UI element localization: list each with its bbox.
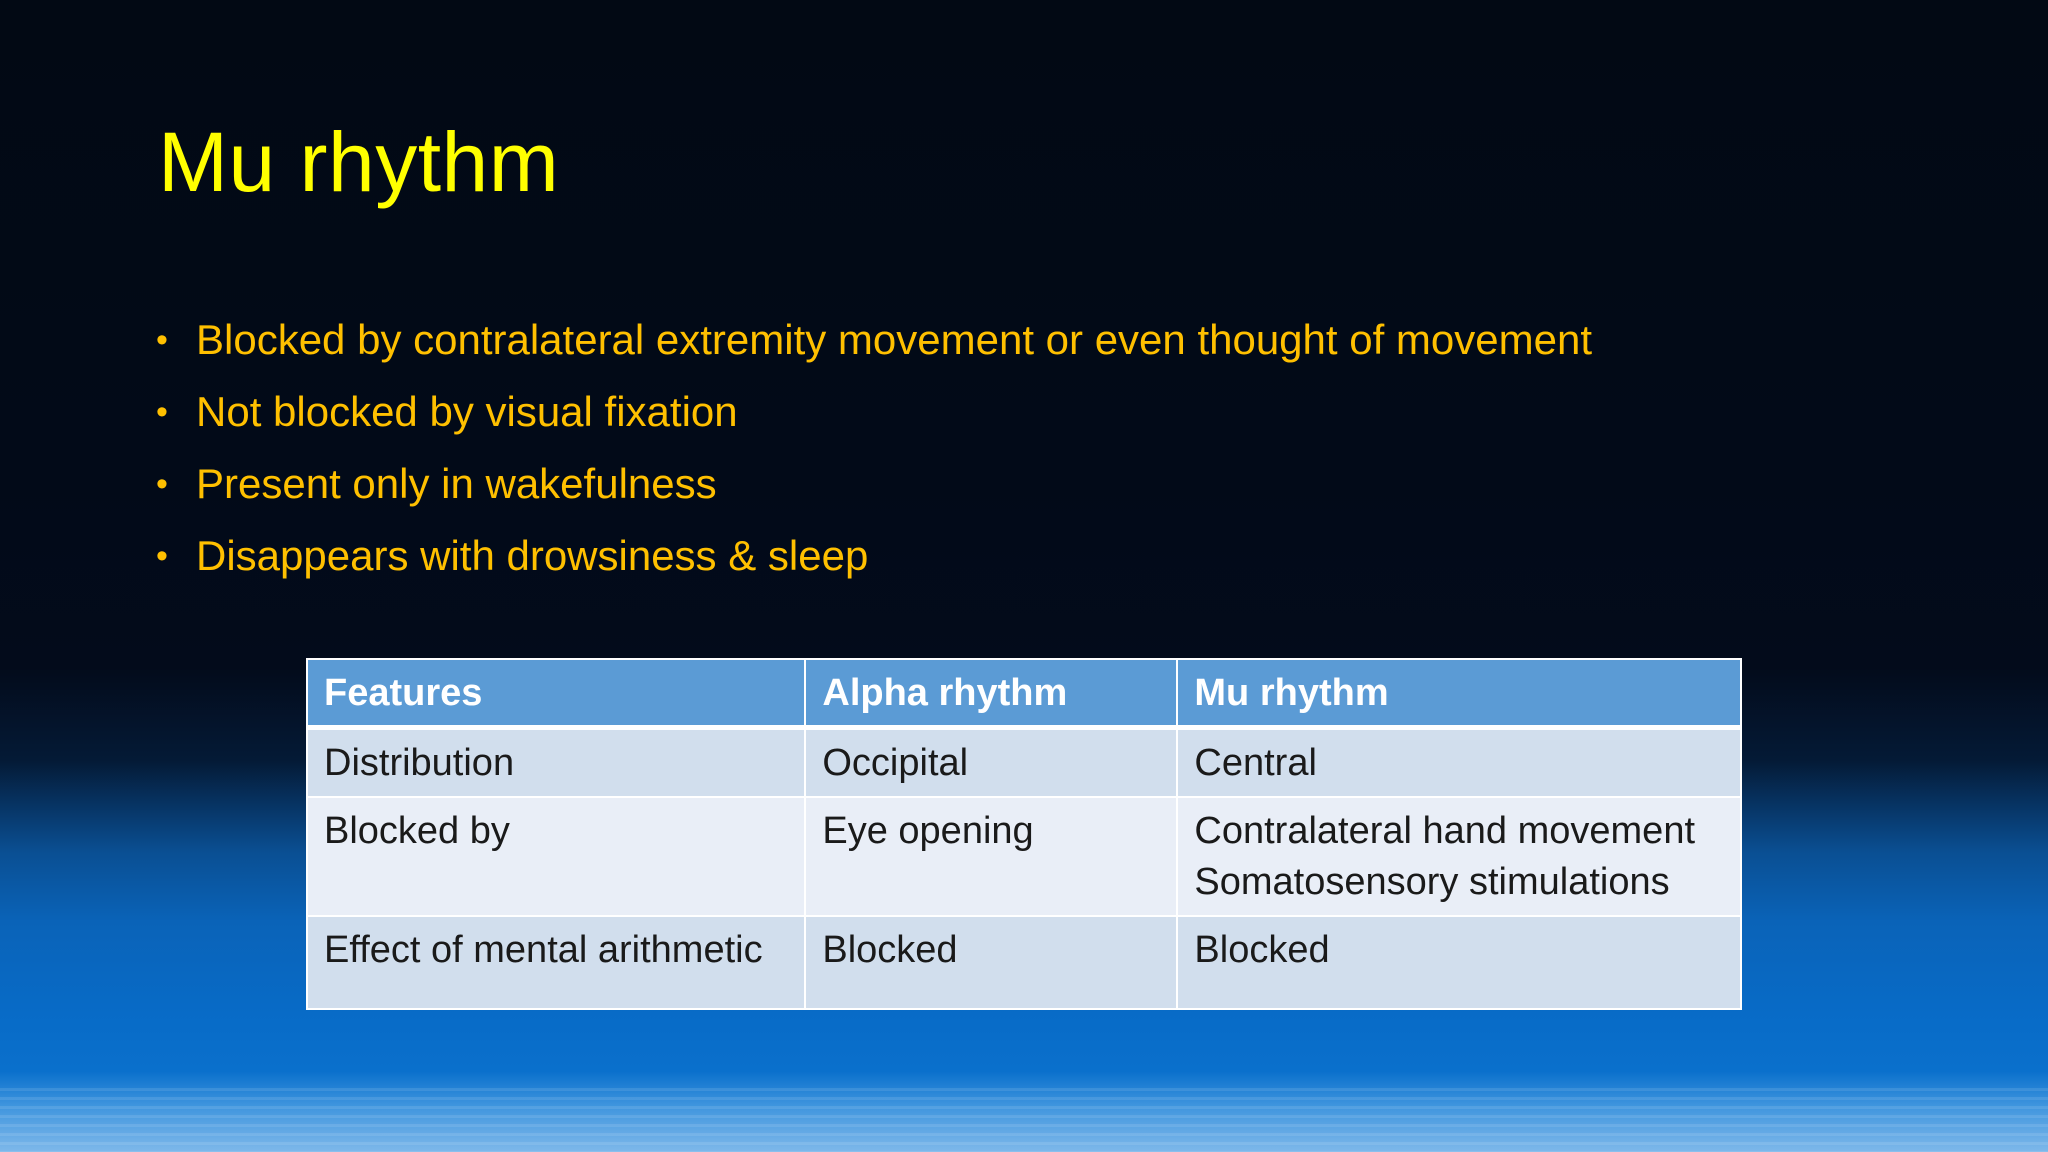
cell-mu-line: Contralateral hand movement: [1194, 810, 1696, 852]
bullet-text: Disappears with drowsiness & sleep: [196, 532, 869, 579]
cell-alpha: Eye opening: [805, 797, 1177, 916]
cell-mu: [1177, 728, 1741, 798]
table-row: [307, 916, 1741, 1009]
bullet-dot-icon: •: [156, 465, 168, 503]
table-header-row: [307, 659, 1741, 728]
bullet-list: [156, 304, 1592, 592]
cell-mu-line: Blocked: [1194, 929, 1330, 971]
cell-feature: Effect of mental arithmetic: [307, 916, 805, 1009]
bullet-item: [156, 520, 1592, 592]
comparison-table: [306, 658, 1742, 1010]
bullet-text: Not blocked by visual fixation: [196, 388, 738, 435]
cell-mu-line: Somatosensory stimulations: [1194, 861, 1670, 903]
header-alpha-rhythm: Alpha rhythm: [805, 659, 1177, 728]
background-bands: [0, 1082, 2048, 1152]
bullet-text: Blocked by contralateral extremity movement or even thought of movement: [196, 316, 1593, 363]
bullet-text: Present only in wakefulness: [196, 460, 717, 507]
slide-title: Mu rhythm: [158, 115, 560, 209]
bullet-dot-icon: •: [156, 321, 168, 359]
cell-alpha: Occipital: [805, 728, 1177, 798]
cell-feature: Distribution: [307, 728, 805, 798]
bullet-item: [156, 304, 1592, 376]
header-mu-rhythm: Mu rhythm: [1177, 659, 1741, 728]
bullet-item: [156, 376, 1592, 448]
cell-mu: [1177, 797, 1741, 916]
cell-alpha: Blocked: [805, 916, 1177, 1009]
table-row: [307, 728, 1741, 798]
table-row: [307, 797, 1741, 916]
bullet-dot-icon: •: [156, 537, 168, 575]
bullet-item: [156, 448, 1592, 520]
cell-feature: Blocked by: [307, 797, 805, 916]
cell-mu-line: Central: [1194, 742, 1317, 784]
cell-mu: [1177, 916, 1741, 1009]
bullet-dot-icon: •: [156, 393, 168, 431]
header-features: Features: [307, 659, 805, 728]
